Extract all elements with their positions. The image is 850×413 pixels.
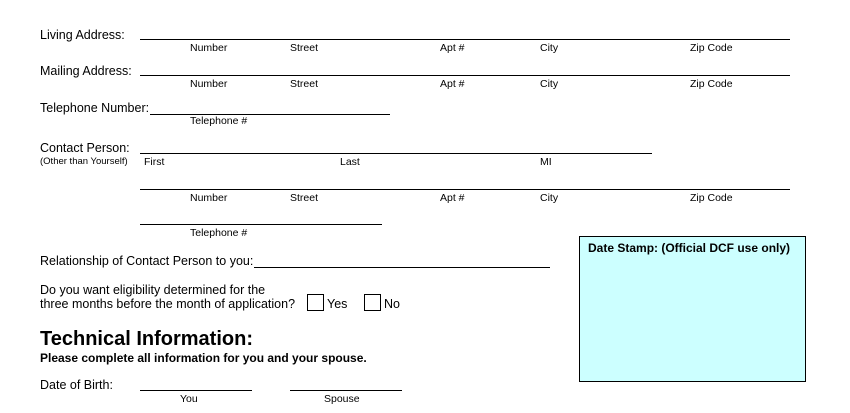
contact-telephone-sublabel: Telephone # — [190, 227, 248, 239]
contact-name-field[interactable] — [140, 153, 652, 154]
eligibility-yes-checkbox[interactable] — [307, 294, 324, 311]
living-number-sublabel: Number — [190, 42, 228, 54]
dob-spouse-field[interactable] — [290, 390, 402, 391]
mailing-address-label: Mailing Address: — [40, 64, 132, 78]
date-stamp-box — [579, 236, 806, 382]
mailing-zip-sublabel: Zip Code — [690, 78, 733, 90]
contact-apt-sublabel: Apt # — [440, 192, 465, 204]
contact-mi-sublabel: MI — [540, 156, 552, 168]
dob-you-field[interactable] — [140, 390, 252, 391]
contact-zip-sublabel: Zip Code — [690, 192, 733, 204]
mailing-street-sublabel: Street — [290, 78, 319, 90]
relationship-field[interactable] — [254, 267, 550, 268]
dob-spouse-sublabel: Spouse — [324, 393, 360, 405]
living-address-label: Living Address: — [40, 28, 125, 42]
technical-information-instruction: Please complete all information for you and your spouse. — [40, 351, 367, 365]
contact-address-field[interactable] — [140, 189, 790, 190]
mailing-apt-sublabel: Apt # — [440, 78, 465, 90]
contact-person-note: (Other than Yourself) — [40, 156, 128, 167]
technical-information-heading: Technical Information: — [40, 328, 253, 350]
contact-street-sublabel: Street — [290, 192, 319, 204]
eligibility-no-label: No — [384, 297, 400, 311]
eligibility-question-line1: Do you want eligibility determined for the — [40, 283, 266, 297]
living-city-sublabel: City — [540, 42, 559, 54]
relationship-label: Relationship of Contact Person to you: — [40, 254, 254, 268]
telephone-field[interactable] — [150, 114, 390, 115]
contact-person-label: Contact Person: — [40, 141, 130, 155]
contact-telephone-field[interactable] — [140, 224, 382, 225]
dob-you-sublabel: You — [180, 393, 198, 405]
mailing-city-sublabel: City — [540, 78, 559, 90]
eligibility-question-line2: three months before the month of application? — [40, 297, 296, 311]
living-street-sublabel: Street — [290, 42, 319, 54]
eligibility-no-checkbox[interactable] — [364, 294, 381, 311]
dob-label: Date of Birth: — [40, 378, 113, 392]
telephone-label: Telephone Number: — [40, 101, 150, 115]
contact-last-sublabel: Last — [340, 156, 360, 168]
living-zip-sublabel: Zip Code — [690, 42, 733, 54]
contact-first-sublabel: First — [144, 156, 165, 168]
living-address-field[interactable] — [140, 39, 790, 40]
eligibility-yes-label: Yes — [327, 297, 348, 311]
contact-number-sublabel: Number — [190, 192, 228, 204]
mailing-number-sublabel: Number — [190, 78, 228, 90]
living-apt-sublabel: Apt # — [440, 42, 465, 54]
contact-city-sublabel: City — [540, 192, 559, 204]
date-stamp-title: Date Stamp: (Official DCF use only) — [588, 241, 791, 255]
mailing-address-field[interactable] — [140, 75, 790, 76]
telephone-sublabel: Telephone # — [190, 115, 248, 127]
